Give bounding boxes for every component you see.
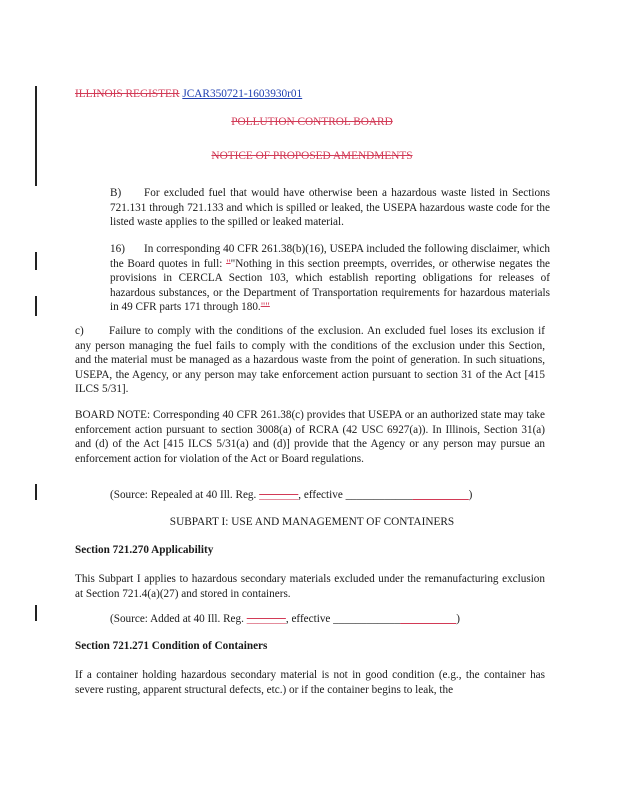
item-b-label: B) <box>110 187 122 199</box>
section-271-text: If a container holding hazardous secondary material is not in good condition (e.g., the container has severe rusting, apparent structural defects, etc.) or if the container begins to leak, the <box>75 669 545 696</box>
source-repealed <box>110 488 540 503</box>
item-c-text: Failure to comply with the conditions of the exclusion. An excluded fuel loses its exclusion if any person managing the fuel fails to comply with the conditions of the exclusion under this Section, and the material must be managed as a hazardous waste from the point of generation. In such situations, USEPA, the Agency, or any person may take enforcement action pursuant to section 31 of the Act [415 ILCS 5/31]. <box>75 325 545 396</box>
source-added <box>110 612 540 627</box>
source-repealed-end: ) <box>468 489 473 501</box>
section-270-text: This Subpart I applies to hazardous secondary materials excluded under the remanufacturing exclusion at Section 721.4(a)(27) and stored in containers. <box>75 573 545 600</box>
source-added-end: ) <box>456 613 460 625</box>
change-bar <box>35 605 37 621</box>
doc-id: JCAR350721-1603930r01 <box>182 88 303 100</box>
source-added-blank: _______ <box>246 613 286 625</box>
item-b <box>110 186 550 230</box>
section-271-heading: Section 721.271 Condition of Containers <box>75 640 268 652</box>
change-bar <box>35 252 37 270</box>
source-added-ins: __________ <box>400 613 457 625</box>
subpart-title: SUBPART I: USE AND MANAGEMENT OF CONTAINERS <box>169 516 455 528</box>
register-struck: ILLINOIS REGISTER <box>75 88 180 100</box>
item-16-text-b: "Nothing in this section preempts, overrides, or otherwise negates the provisions in CERCLA Section 103, which establish reporting obligations for releases of hazardous substances, or the Department of Transportation requirements for hazardous materials in 49 CFR parts 171 through 180. <box>110 257 551 314</box>
source-added-pre: (Source: Added at 40 Ill. Reg. <box>110 613 247 625</box>
section-270-heading: Section 721.270 Applicability <box>75 544 214 556</box>
item-b-text: For excluded fuel that would have otherwise been a hazardous waste listed in Sections 721.131 through 721.133 and which is spilled or leaked, the USEPA hazardous waste code for the listed waste applies to the spilled or leaked material. <box>110 187 550 229</box>
source-repealed-pre: (Source: Repealed at 40 Ill. Reg. <box>110 489 260 501</box>
source-repealed-ins: __________ <box>412 489 469 501</box>
item-16-text-a: In corresponding 40 CFR 261.38(b)(16), USEPA included the following disclaimer, which the Board quotes in full: <box>110 243 550 270</box>
item-16-mark-open: " <box>226 257 231 270</box>
item-c-label: c) <box>75 325 84 337</box>
change-bar <box>35 296 37 316</box>
item-16-mark-close: "" <box>260 301 270 314</box>
item-16-label: 16) <box>110 243 125 255</box>
change-bar <box>35 484 37 500</box>
item-c <box>75 324 545 397</box>
source-repealed-mid: , effective ____________ <box>298 489 413 501</box>
source-repealed-blank: _______ <box>259 489 299 501</box>
notice-header <box>0 150 624 162</box>
board-note: BOARD NOTE: Corresponding 40 CFR 261.38(c) provides that USEPA or an authorized state may take enforcement action pursuant to section 3008(a) of RCRA (42 USC 6927(a)). In Illinois, Section 31(a) and (d) of the Act [415 ILCS 5/31(a) and (d)] provide that the Agency or any person may pursue an enforcement action for violation of the Act or Board regulations. <box>75 409 545 465</box>
source-added-mid: , effective ____________ <box>285 613 401 625</box>
register-header <box>75 88 302 100</box>
board-header <box>0 116 624 128</box>
change-bar <box>35 86 37 186</box>
item-16 <box>110 242 550 315</box>
notice-struck: NOTICE OF PROPOSED AMENDMENTS <box>211 150 413 162</box>
board-struck: POLLUTION CONTROL BOARD <box>231 116 393 128</box>
